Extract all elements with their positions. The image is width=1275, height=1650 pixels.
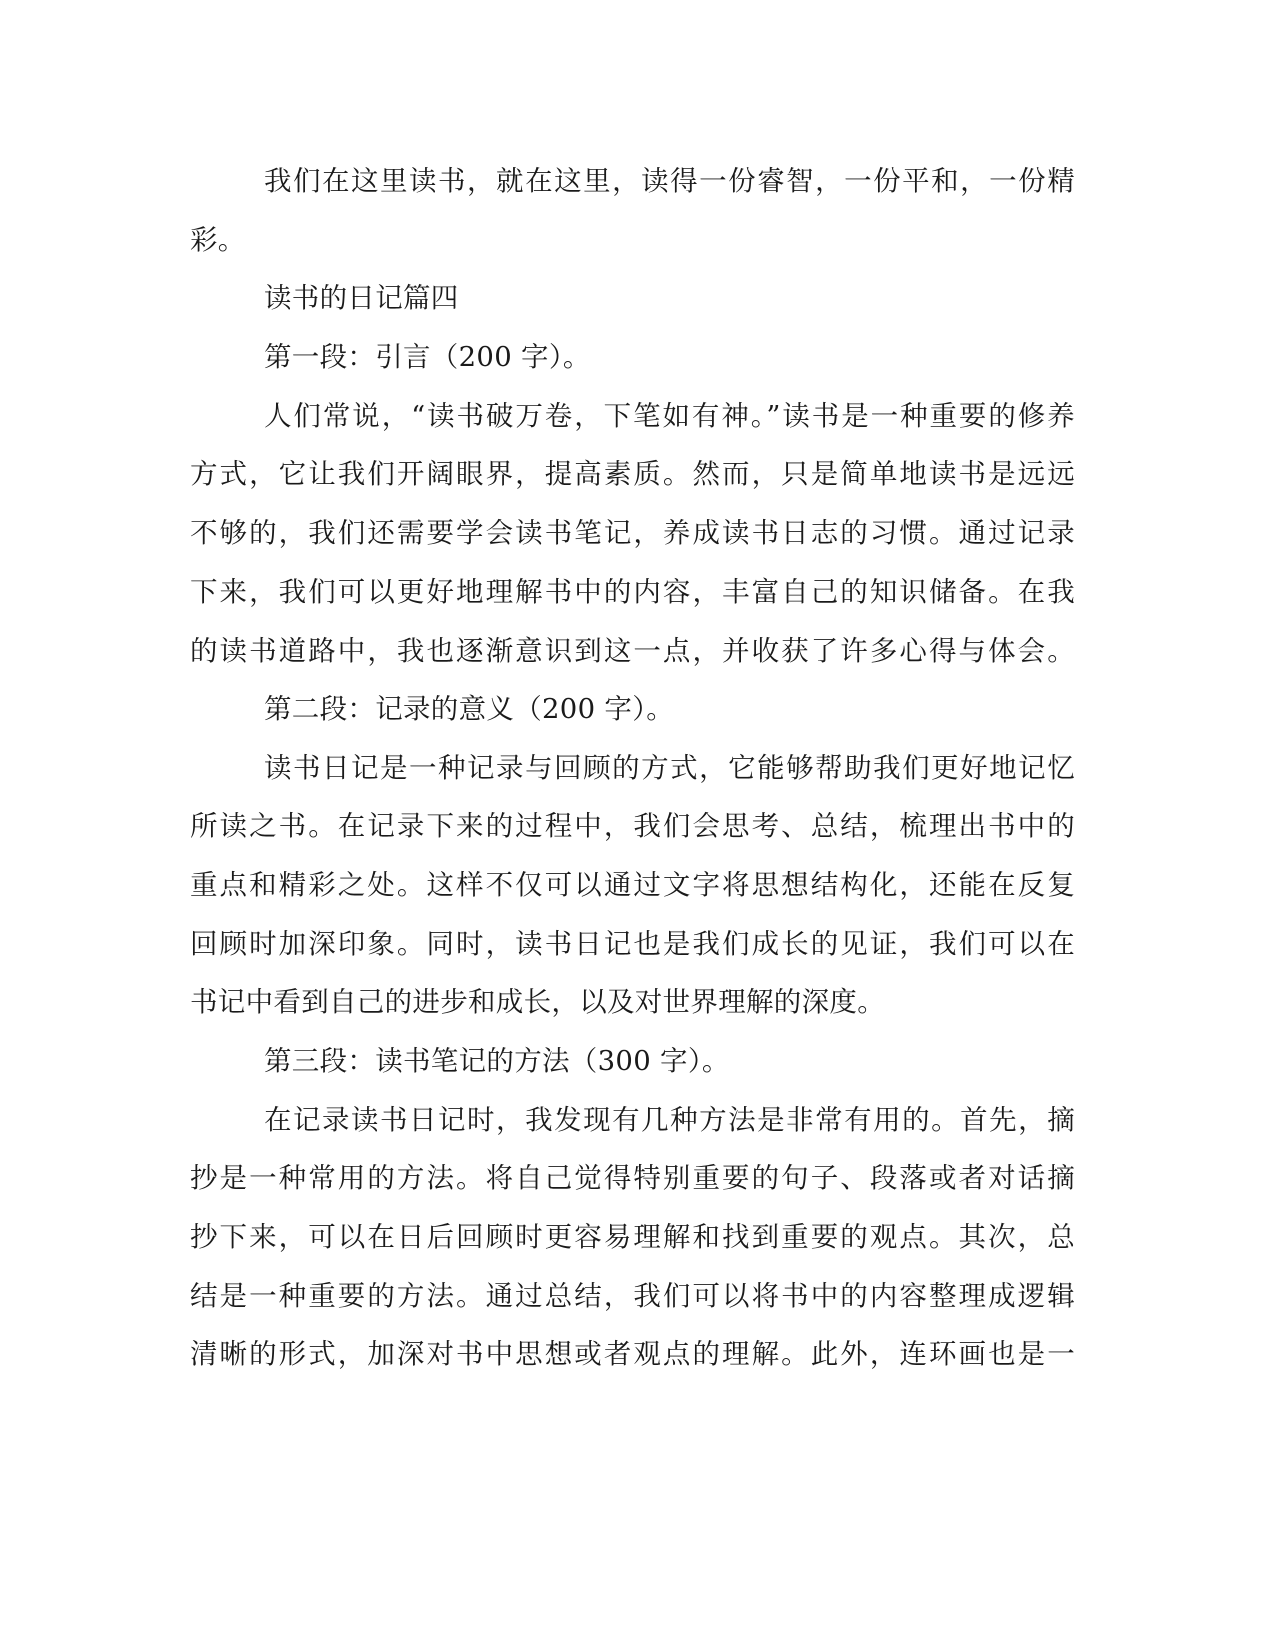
paragraph-heading: 第一段：引言（200 字）。 xyxy=(264,341,591,373)
paragraph-heading: 第三段：读书笔记的方法（300 字）。 xyxy=(264,1045,730,1077)
text-line: 彩。 xyxy=(190,224,246,256)
text-line: 在记录读书日记时，我发现有几种方法是非常有用的。首先，摘 xyxy=(264,1104,1075,1136)
text-line: 我们在这里读书，就在这里，读得一份睿智，一份平和，一份精 xyxy=(264,165,1075,197)
section-heading: 读书的日记篇四 xyxy=(264,282,459,314)
text-line: 抄下来，可以在日后回顾时更容易理解和找到重要的观点。其次，总 xyxy=(190,1221,1075,1253)
text-line: 方式，它让我们开阔眼界，提高素质。然而，只是简单地读书是远远 xyxy=(190,458,1075,490)
text-line: 清晰的形式，加深对书中思想或者观点的理解。此外，连环画也是一 xyxy=(190,1338,1075,1370)
text-line: 重点和精彩之处。这样不仅可以通过文字将思想结构化，还能在反复 xyxy=(190,869,1075,901)
text-line: 书记中看到自己的进步和成长，以及对世界理解的深度。 xyxy=(190,986,885,1018)
text-line: 回顾时加深印象。同时，读书日记也是我们成长的见证，我们可以在 xyxy=(190,928,1075,960)
text-line: 的读书道路中，我也逐渐意识到这一点，并收获了许多心得与体会。 xyxy=(190,635,1075,667)
text-line: 读书日记是一种记录与回顾的方式，它能够帮助我们更好地记忆 xyxy=(264,752,1075,784)
text-line: 人们常说，“读书破万卷，下笔如有神。”读书是一种重要的修养 xyxy=(264,400,1075,432)
paragraph-heading: 第二段：记录的意义（200 字）。 xyxy=(264,693,675,725)
text-line: 下来，我们可以更好地理解书中的内容，丰富自己的知识储备。在我 xyxy=(190,576,1075,608)
text-line: 不够的，我们还需要学会读书笔记，养成读书日志的习惯。通过记录 xyxy=(190,517,1075,549)
text-line: 抄是一种常用的方法。将自己觉得特别重要的句子、段落或者对话摘 xyxy=(190,1162,1075,1194)
text-line: 结是一种重要的方法。通过总结，我们可以将书中的内容整理成逻辑 xyxy=(190,1280,1075,1312)
text-line: 所读之书。在记录下来的过程中，我们会思考、总结，梳理出书中的 xyxy=(190,810,1075,842)
